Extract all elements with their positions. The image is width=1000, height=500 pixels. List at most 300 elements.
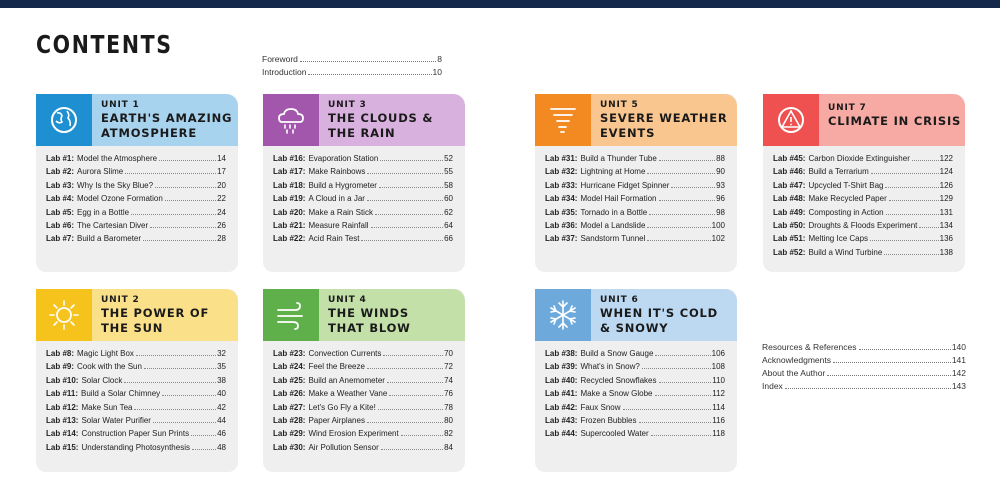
globe-icon	[36, 94, 92, 146]
lab-number: Lab #7:	[46, 234, 75, 244]
dot-leader	[380, 160, 443, 161]
dot-leader	[192, 449, 216, 450]
lab-number: Lab #6:	[46, 220, 75, 230]
entry-page: 10	[432, 67, 442, 77]
lab-entry[interactable]	[273, 219, 453, 232]
entry-title: Resources & References	[762, 342, 857, 352]
lab-name: Make Sun Tea	[81, 402, 133, 412]
dot-leader	[671, 187, 715, 188]
entry-page: 142	[951, 368, 966, 378]
lab-entry[interactable]	[273, 427, 453, 440]
lab-number: Lab #23:	[273, 349, 306, 358]
dot-leader	[886, 214, 939, 215]
lab-name: Build a Hygrometer	[308, 180, 377, 190]
lab-page: 70	[444, 349, 453, 358]
lab-name: Build an Anemometer	[308, 375, 385, 385]
lab-number: Lab #9:	[46, 362, 75, 372]
dot-leader	[162, 395, 216, 396]
dot-leader	[375, 214, 443, 215]
dot-leader	[639, 422, 712, 423]
lab-page: 26	[217, 220, 226, 230]
dot-leader	[131, 214, 216, 215]
dot-leader	[308, 74, 431, 75]
lab-entry[interactable]	[545, 232, 725, 245]
lab-page: 80	[444, 415, 453, 425]
lab-number: Lab #51:	[773, 234, 806, 244]
lab-entry[interactable]	[46, 206, 226, 219]
lab-name: Droughts & Floods Experiment	[808, 220, 918, 230]
lab-name: Why Is the Sky Blue?	[77, 180, 154, 190]
lab-list	[535, 146, 737, 246]
dot-leader	[150, 227, 216, 228]
lab-entry[interactable]	[773, 232, 953, 245]
lab-number: Lab #50:	[773, 220, 806, 230]
lab-page: 64	[444, 220, 453, 230]
lab-page: 82	[444, 429, 453, 439]
lab-entry[interactable]	[545, 374, 725, 387]
dot-leader	[659, 382, 712, 383]
unit-header	[535, 94, 737, 146]
unit-title: THE CLOUDS &	[328, 111, 434, 125]
unit-header	[263, 289, 465, 341]
lab-page: 102	[711, 234, 725, 244]
dot-leader	[367, 368, 443, 369]
unit-number: UNIT 5	[600, 100, 639, 110]
lab-page: 20	[217, 180, 226, 190]
unit-number: UNIT 7	[828, 103, 867, 113]
lab-entry[interactable]	[273, 152, 453, 165]
lab-list	[263, 341, 465, 454]
dot-leader	[651, 435, 712, 436]
lab-entry[interactable]	[46, 441, 226, 454]
dot-leader	[642, 368, 711, 369]
lab-page: 74	[444, 375, 453, 385]
unit-title-bar[interactable]	[319, 289, 465, 341]
lab-name: Frozen Bubbles	[580, 415, 637, 425]
dot-leader	[361, 240, 443, 241]
lab-number: Lab #45:	[773, 154, 806, 163]
lab-entry[interactable]	[273, 192, 453, 205]
unit-header	[36, 289, 238, 341]
lab-page: 131	[939, 207, 953, 217]
lab-page: 17	[217, 167, 226, 177]
lab-page: 124	[939, 167, 953, 177]
lab-number: Lab #12:	[46, 402, 79, 412]
unit-number: UNIT 1	[101, 100, 140, 110]
dot-leader	[659, 200, 716, 201]
lab-number: Lab #11:	[46, 389, 79, 399]
lab-entry[interactable]	[545, 414, 725, 427]
unit-title-bar[interactable]	[819, 94, 965, 146]
lab-name: Model the Atmosphere	[77, 154, 158, 163]
lab-name: Understanding Photosynthesis	[81, 442, 190, 452]
dot-leader	[367, 422, 443, 423]
dot-leader	[371, 227, 444, 228]
lab-number: Lab #5:	[46, 207, 75, 217]
toc-entry[interactable]	[262, 66, 442, 79]
lab-entry[interactable]	[46, 360, 226, 373]
lab-name: Make a Rain Stick	[308, 207, 373, 217]
lab-number: Lab #15:	[46, 442, 79, 452]
lab-number: Lab #47:	[773, 180, 806, 190]
lab-list	[36, 146, 238, 246]
lab-number: Lab #18:	[273, 180, 306, 190]
entry-page: 141	[951, 355, 966, 365]
lab-entry[interactable]	[545, 360, 725, 373]
lab-name: Upcycled T-Shirt Bag	[808, 180, 884, 190]
dot-leader	[912, 160, 939, 161]
lab-page: 35	[217, 362, 226, 372]
lab-name: Melting Ice Caps	[808, 234, 869, 244]
lab-page: 96	[716, 194, 725, 204]
dot-leader	[143, 240, 216, 241]
lab-entry[interactable]	[773, 165, 953, 178]
toc-entry[interactable]	[762, 354, 966, 367]
dot-leader	[870, 240, 939, 241]
sun-icon	[36, 289, 92, 341]
unit-title: WHEN IT'S COLD	[600, 306, 719, 320]
dot-leader	[191, 435, 216, 436]
lab-entry[interactable]	[273, 165, 453, 178]
lab-entry[interactable]	[46, 387, 226, 400]
lab-entry[interactable]	[273, 441, 453, 454]
lab-name: Acid Rain Test	[308, 234, 360, 244]
lab-number: Lab #24:	[273, 362, 306, 372]
dot-leader	[647, 227, 710, 228]
lab-entry[interactable]	[773, 206, 953, 219]
lab-number: Lab #14:	[46, 429, 79, 439]
lab-page: 46	[217, 429, 226, 439]
lab-entry[interactable]	[273, 374, 453, 387]
lab-entry[interactable]	[46, 219, 226, 232]
lab-number: Lab #25:	[273, 375, 306, 385]
lab-name: What's in Snow?	[580, 362, 640, 372]
lab-page: 138	[939, 247, 953, 257]
entry-title: Foreword	[262, 54, 298, 64]
lab-number: Lab #29:	[273, 429, 306, 439]
lab-page: 60	[444, 194, 453, 204]
lab-name: Convection Currents	[308, 349, 382, 358]
lab-page: 98	[716, 207, 725, 217]
lab-name: Feel the Breeze	[308, 362, 365, 372]
unit-card	[263, 94, 465, 272]
dot-leader	[889, 200, 939, 201]
unit-title-bar[interactable]	[92, 94, 238, 146]
lab-entry[interactable]	[273, 206, 453, 219]
lab-page: 38	[217, 375, 226, 385]
lab-entry[interactable]	[46, 427, 226, 440]
lab-name: Make a Snow Globe	[580, 389, 653, 399]
unit-title: THE RAIN	[328, 126, 396, 140]
lab-name: Build a Thunder Tube	[580, 154, 657, 163]
lab-page: 55	[444, 167, 453, 177]
lab-page: 122	[939, 154, 953, 163]
snowflake-icon	[535, 289, 591, 341]
dot-leader	[155, 187, 216, 188]
lab-page: 114	[712, 402, 725, 412]
dot-leader	[659, 160, 715, 161]
lab-number: Lab #20:	[273, 207, 306, 217]
dot-leader	[144, 368, 216, 369]
lab-entry[interactable]	[545, 179, 725, 192]
lab-entry[interactable]	[545, 219, 725, 232]
lab-name: Tornado in a Bottle	[580, 207, 648, 217]
dot-leader	[649, 214, 715, 215]
lab-entry[interactable]	[273, 401, 453, 414]
lab-page: 112	[712, 389, 725, 399]
toc-entry[interactable]	[762, 367, 966, 380]
unit-card	[535, 289, 737, 472]
lab-page: 106	[711, 349, 725, 358]
lab-name: Aurora Slime	[77, 167, 124, 177]
lab-number: Lab #30:	[273, 442, 306, 452]
dot-leader	[655, 395, 712, 396]
lab-entry[interactable]	[773, 152, 953, 165]
lab-page: 76	[444, 389, 453, 399]
dot-leader	[647, 240, 710, 241]
lab-name: Faux Snow	[580, 402, 621, 412]
lab-number: Lab #31:	[545, 154, 578, 163]
lab-number: Lab #44:	[545, 429, 578, 439]
lab-number: Lab #13:	[46, 415, 79, 425]
lab-page: 108	[711, 362, 725, 372]
lab-entry[interactable]	[273, 232, 453, 245]
lab-name: A Cloud in a Jar	[308, 194, 365, 204]
lab-list	[36, 341, 238, 454]
lab-entry[interactable]	[545, 152, 725, 165]
lab-number: Lab #21:	[273, 220, 306, 230]
entry-page: 143	[951, 381, 966, 391]
lab-number: Lab #28:	[273, 415, 306, 425]
lab-entry[interactable]	[46, 414, 226, 427]
dot-leader	[919, 227, 938, 228]
lab-name: Let's Go Fly a Kite!	[308, 402, 376, 412]
lab-name: Make Recycled Paper	[808, 194, 887, 204]
unit-card	[763, 94, 965, 272]
lab-entry[interactable]	[545, 401, 725, 414]
dot-leader	[827, 375, 950, 376]
unit-card	[36, 94, 238, 272]
lab-page: 40	[217, 389, 226, 399]
lab-name: Sandstorm Tunnel	[580, 234, 646, 244]
lab-number: Lab #4:	[46, 194, 75, 204]
lab-number: Lab #49:	[773, 207, 806, 217]
lab-entry[interactable]	[545, 387, 725, 400]
lab-name: Build a Wind Turbine	[808, 247, 883, 257]
lab-number: Lab #17:	[273, 167, 306, 177]
dot-leader	[383, 355, 443, 356]
dot-leader	[165, 200, 216, 201]
toc-entry[interactable]	[762, 380, 966, 393]
lab-number: Lab #22:	[273, 234, 306, 244]
lab-name: Wind Erosion Experiment	[308, 429, 399, 439]
lab-page: 126	[939, 180, 953, 190]
lab-name: Make a Weather Vane	[308, 389, 388, 399]
unit-card	[263, 289, 465, 472]
lab-entry[interactable]	[46, 152, 226, 165]
unit-card	[535, 94, 737, 272]
lab-name: Recycled Snowflakes	[580, 375, 657, 385]
lab-entry[interactable]	[273, 360, 453, 373]
dot-leader	[300, 61, 436, 62]
lab-number: Lab #26:	[273, 389, 306, 399]
lab-number: Lab #52:	[773, 247, 806, 257]
dot-leader	[623, 409, 712, 410]
entry-page: 8	[437, 54, 442, 64]
unit-number: UNIT 2	[101, 295, 140, 305]
lab-number: Lab #36:	[545, 220, 578, 230]
lab-number: Lab #43:	[545, 415, 578, 425]
lab-number: Lab #48:	[773, 194, 806, 204]
lab-list	[535, 341, 737, 441]
lab-name: Build a Barometer	[77, 234, 142, 244]
unit-title-bar[interactable]	[591, 289, 737, 341]
dot-leader	[647, 173, 715, 174]
lab-name: Egg in a Bottle	[77, 207, 130, 217]
lab-name: Build a Solar Chimney	[81, 389, 161, 399]
unit-number: UNIT 4	[328, 295, 367, 305]
dot-leader	[785, 388, 951, 389]
lab-number: Lab #1:	[46, 154, 75, 163]
lab-entry[interactable]	[773, 192, 953, 205]
lab-number: Lab #35:	[545, 207, 578, 217]
dot-leader	[381, 449, 443, 450]
lab-name: Model a Landslide	[580, 220, 646, 230]
lab-name: Composting in Action	[808, 207, 884, 217]
lab-page: 14	[217, 154, 226, 163]
dot-leader	[134, 409, 216, 410]
lab-name: Build a Snow Gauge	[580, 349, 654, 358]
lab-page: 134	[939, 220, 953, 230]
dot-leader	[884, 254, 938, 255]
lab-name: Lightning at Home	[580, 167, 646, 177]
unit-title: THE SUN	[101, 321, 164, 335]
lab-entry[interactable]	[273, 179, 453, 192]
lab-page: 93	[716, 180, 725, 190]
lab-page: 90	[716, 167, 725, 177]
lab-entry[interactable]	[273, 347, 453, 360]
lab-name: Magic Light Box	[77, 349, 134, 358]
lab-number: Lab #3:	[46, 180, 75, 190]
lab-page: 136	[939, 234, 953, 244]
lab-name: Air Pollution Sensor	[308, 442, 379, 452]
lab-entry[interactable]	[773, 246, 953, 259]
rain-cloud-icon	[263, 94, 319, 146]
lab-entry[interactable]	[545, 165, 725, 178]
lab-entry[interactable]	[773, 219, 953, 232]
unit-title: ATMOSPHERE	[101, 126, 197, 140]
unit-header	[535, 289, 737, 341]
lab-name: Make Rainbows	[308, 167, 366, 177]
lab-number: Lab #37:	[545, 234, 578, 244]
lab-entry[interactable]	[273, 414, 453, 427]
lab-entry[interactable]	[46, 232, 226, 245]
lab-number: Lab #41:	[545, 389, 578, 399]
lab-entry[interactable]	[545, 427, 725, 440]
lab-entry[interactable]	[46, 374, 226, 387]
lab-page: 118	[712, 429, 725, 439]
lab-entry[interactable]	[545, 347, 725, 360]
entry-title: Index	[762, 381, 783, 391]
lab-entry[interactable]	[46, 179, 226, 192]
lab-entry[interactable]	[46, 401, 226, 414]
lab-entry[interactable]	[545, 206, 725, 219]
dot-leader	[378, 409, 443, 410]
lab-name: Cook with the Sun	[77, 362, 142, 372]
lab-page: 129	[939, 194, 953, 204]
wind-icon	[263, 289, 319, 341]
unit-header	[263, 94, 465, 146]
lab-name: Supercooled Water	[580, 429, 649, 439]
dot-leader	[871, 173, 939, 174]
lab-entry[interactable]	[273, 387, 453, 400]
lab-number: Lab #32:	[545, 167, 578, 177]
dot-leader	[136, 355, 216, 356]
dot-leader	[655, 355, 710, 356]
unit-title-bar[interactable]	[591, 94, 737, 146]
toc-entry[interactable]	[762, 341, 966, 354]
entry-page: 140	[951, 342, 966, 352]
lab-name: Solar Clock	[81, 375, 123, 385]
lab-page: 58	[444, 180, 453, 190]
entry-title: About the Author	[762, 368, 826, 378]
lab-number: Lab #16:	[273, 154, 306, 163]
lab-entry[interactable]	[46, 347, 226, 360]
dot-leader	[401, 435, 443, 436]
top-bar	[0, 0, 1000, 8]
entry-title: Acknowledgments	[762, 355, 831, 365]
unit-number: UNIT 6	[600, 295, 639, 305]
lab-page: 32	[217, 349, 226, 358]
dot-leader	[387, 382, 443, 383]
lab-name: Hurricane Fidget Spinner	[580, 180, 670, 190]
lab-list	[263, 146, 465, 246]
unit-title: CLIMATE IN CRISIS	[828, 114, 962, 128]
dot-leader	[159, 160, 216, 161]
toc-entry[interactable]	[262, 53, 442, 66]
dot-leader	[367, 173, 443, 174]
lab-entry[interactable]	[773, 179, 953, 192]
lab-name: The Cartesian Diver	[77, 220, 149, 230]
lab-page: 84	[444, 442, 453, 452]
unit-title: EVENTS	[600, 126, 656, 140]
unit-title-bar[interactable]	[319, 94, 465, 146]
lab-number: Lab #2:	[46, 167, 75, 177]
lab-page: 78	[444, 402, 453, 412]
lab-name: Model Ozone Formation	[77, 194, 163, 204]
dot-leader	[885, 187, 938, 188]
lab-name: Paper Airplanes	[308, 415, 365, 425]
unit-title: EARTH'S AMAZING	[101, 111, 233, 125]
lab-name: Evaporation Station	[308, 154, 379, 163]
lab-list	[763, 146, 965, 259]
unit-title-bar[interactable]	[92, 289, 238, 341]
lab-entry[interactable]	[46, 165, 226, 178]
lab-name: Solar Water Purifier	[81, 415, 151, 425]
lab-page: 62	[444, 207, 453, 217]
lab-name: Measure Rainfall	[308, 220, 369, 230]
unit-title: THE WINDS	[328, 306, 409, 320]
dot-leader	[367, 200, 443, 201]
lab-entry[interactable]	[545, 192, 725, 205]
lab-page: 110	[712, 375, 725, 385]
back-matter-list	[762, 341, 966, 393]
lab-page: 100	[711, 220, 725, 230]
lab-entry[interactable]	[46, 192, 226, 205]
lab-name: Construction Paper Sun Prints	[81, 429, 190, 439]
dot-leader	[125, 173, 216, 174]
lab-page: 22	[217, 194, 226, 204]
